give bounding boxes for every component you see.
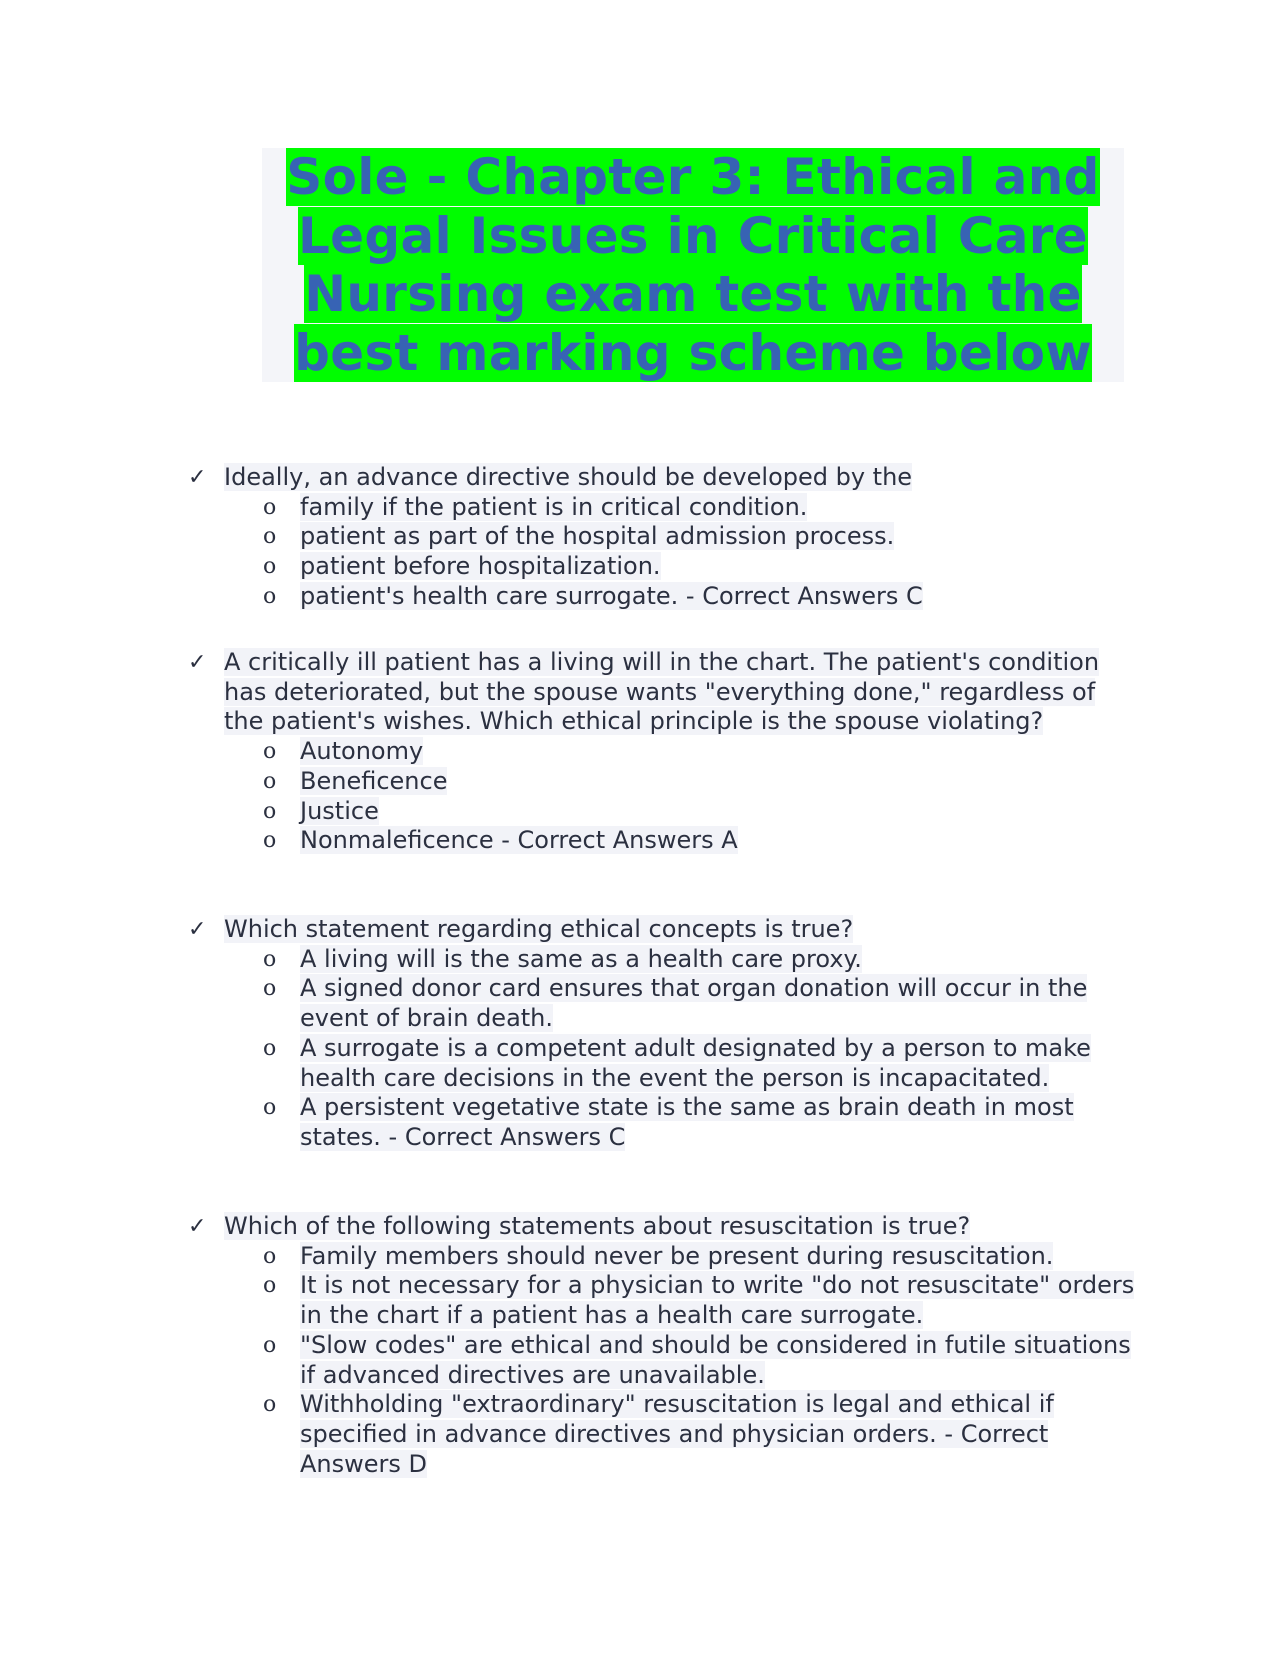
checkmark-icon: ✓ [188, 650, 207, 675]
question-row [188, 915, 1138, 945]
bullet-icon: o [263, 583, 277, 609]
bullet-icon: o [263, 1243, 277, 1269]
option-list [188, 737, 1138, 856]
question-row [188, 463, 1138, 493]
answer-option: o A living will is the same as a health care proxy. [263, 944, 862, 973]
question-item [188, 915, 1138, 1153]
answer-option: o patient's health care surrogate. - Correct Answers C [263, 581, 923, 610]
question-row [188, 648, 1138, 737]
title-line: Legal Issues in Critical Care [298, 206, 1088, 265]
answer-option: o It is not necessary for a physician to write "do not resuscitate" orders in the chart if a patient has a health care surrogate. [263, 1271, 1135, 1330]
question-text: A critically ill patient has a living will in the chart. The patient's condition has deteriorated, but the spouse wants "everything done," regardless of the patient's wishes. Which ethical principle is the spouse violating? [224, 648, 1100, 736]
bullet-icon: o [263, 946, 277, 972]
answer-option: o Justice [263, 796, 379, 825]
answer-option: o Beneficence [263, 766, 448, 795]
answer-option: o Nonmaleficence - Correct Answers A [263, 826, 738, 855]
bullet-icon: o [263, 798, 277, 824]
question-text: Which statement regarding ethical concepts is true? [224, 915, 854, 943]
bullet-icon: o [263, 976, 277, 1002]
title-line: Sole - Chapter 3: Ethical and [286, 148, 1100, 206]
title-line: Nursing exam test with the [304, 265, 1082, 323]
checkmark-icon: ✓ [188, 465, 207, 490]
bullet-icon: o [263, 768, 277, 794]
bullet-icon: o [263, 828, 277, 854]
question-row [188, 1212, 1138, 1242]
bullet-icon: o [263, 554, 277, 580]
answer-option: o Autonomy [263, 737, 424, 766]
bullet-icon: o [263, 1095, 277, 1121]
title-block [262, 148, 1124, 382]
option-list [188, 493, 1138, 612]
answer-option: o A persistent vegetative state is the same as brain death in most states. - Correct Answers C [263, 1093, 1074, 1151]
bullet-icon: o [263, 1035, 277, 1061]
bullet-icon: o [263, 524, 277, 550]
bullet-icon: o [263, 739, 277, 765]
question-item [188, 648, 1138, 856]
answer-option: o A surrogate is a competent adult designated by a person to make health care decisions in the event the person is incapacitated. [263, 1033, 1091, 1092]
question-item [188, 1212, 1138, 1479]
question-text: Ideally, an advance directive should be developed by the [224, 463, 913, 491]
question-item [188, 463, 1138, 612]
title-line: best marking scheme below [294, 323, 1092, 382]
bullet-icon: o [263, 1332, 277, 1358]
answer-option: o A signed donor card ensures that organ donation will occur in the event of brain death. [263, 974, 1088, 1033]
answer-option: o Family members should never be present during resuscitation. [263, 1241, 1054, 1270]
bullet-icon: o [263, 1273, 277, 1299]
checkmark-icon: ✓ [188, 917, 207, 942]
option-list [188, 1242, 1138, 1480]
bullet-icon: o [263, 1392, 277, 1418]
document-title [262, 148, 1124, 382]
answer-option: o patient as part of the hospital admission process. [263, 522, 895, 551]
option-list [188, 945, 1138, 1153]
question-text: Which of the following statements about resuscitation is true? [224, 1212, 971, 1240]
checkmark-icon: ✓ [188, 1214, 207, 1239]
answer-option: o family if the patient is in critical condition. [263, 492, 808, 521]
answer-option: o Withholding "extraordinary" resuscitation is legal and ethical if specified in advance directives and physician orders. - Correct Answers D [263, 1390, 1054, 1478]
answer-option: o patient before hospitalization. [263, 552, 661, 581]
answer-option: o "Slow codes" are ethical and should be considered in futile situations if advanced directives are unavailable. [263, 1330, 1131, 1389]
bullet-icon: o [263, 494, 277, 520]
